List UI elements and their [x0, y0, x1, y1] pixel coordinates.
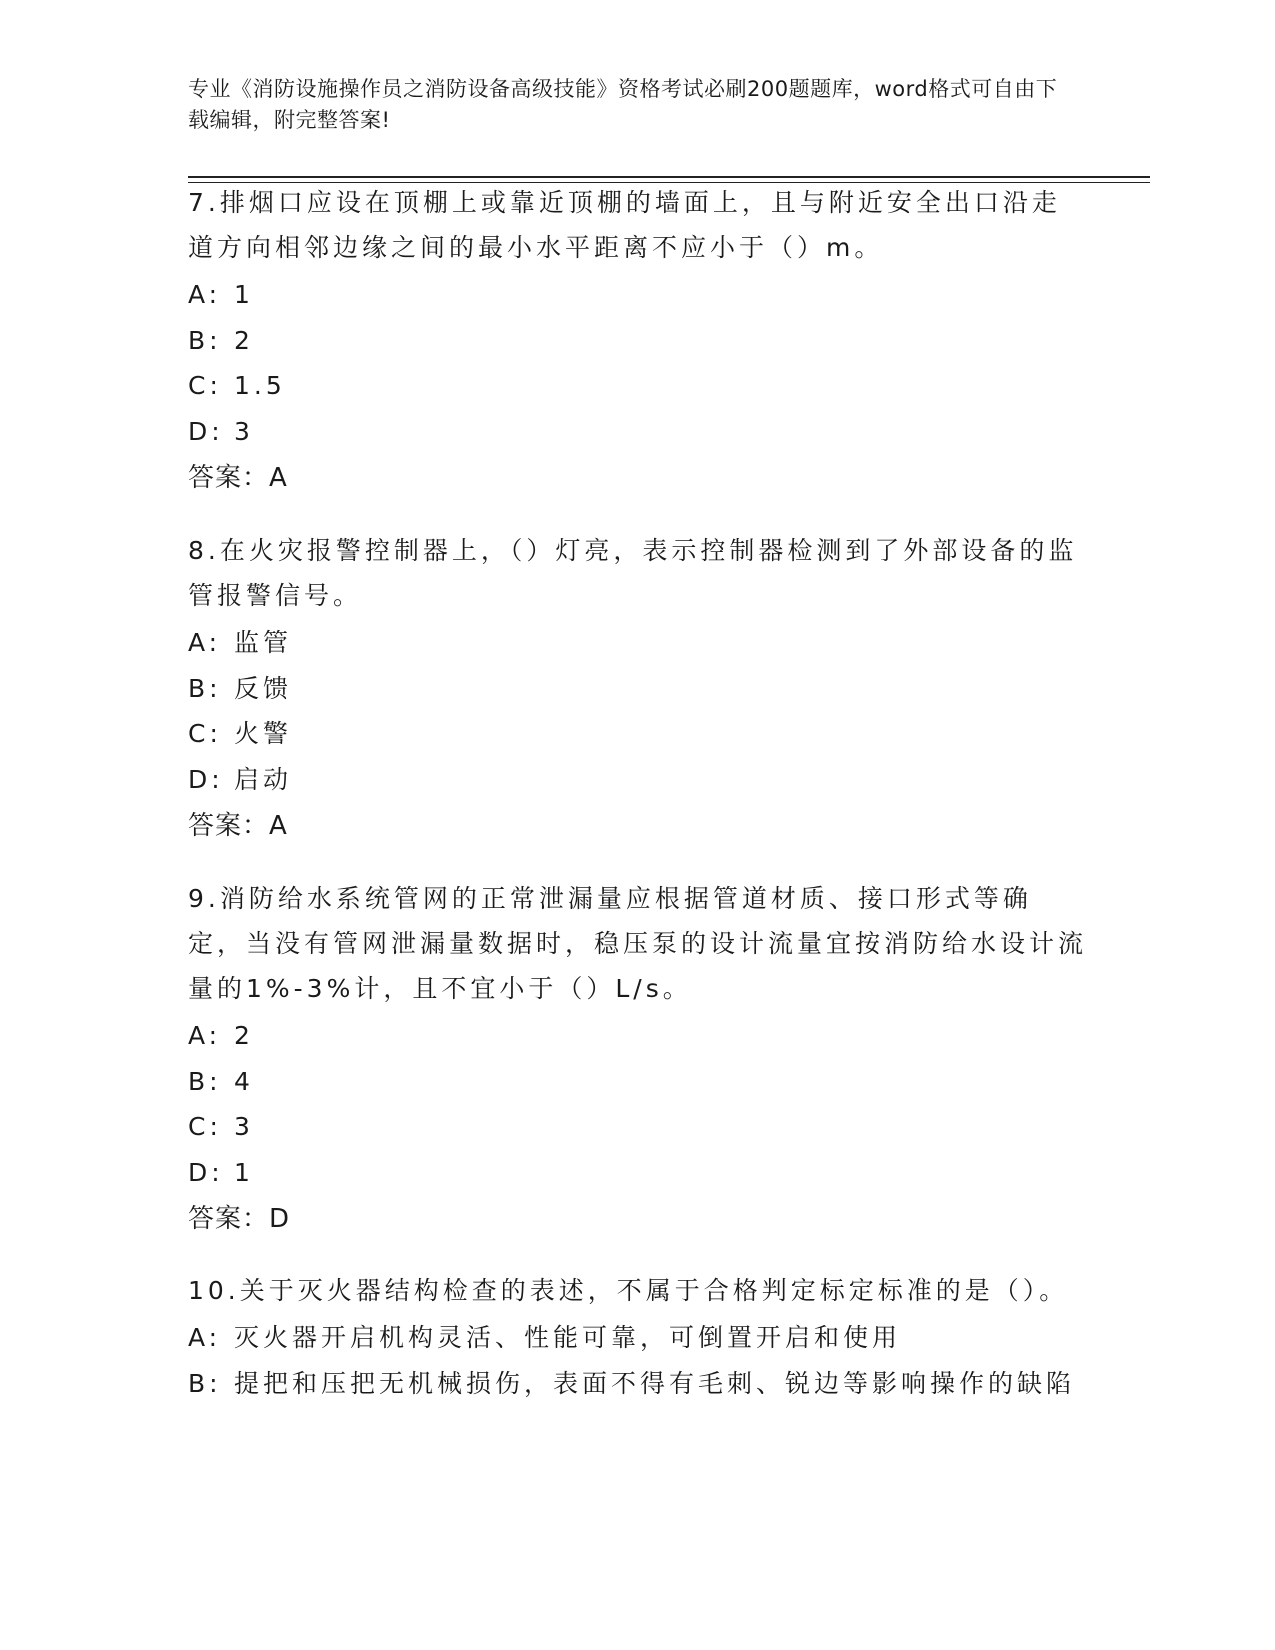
option-b	[188, 318, 1088, 364]
option-letter: A:	[188, 628, 222, 657]
question-8	[188, 528, 1088, 849]
answer-line	[188, 1197, 1088, 1242]
option-d	[188, 757, 1088, 803]
option-text: 1	[234, 280, 254, 309]
option-d	[188, 1150, 1088, 1196]
option-d	[188, 409, 1088, 455]
answer-label: 答案：	[188, 811, 270, 841]
option-letter: A:	[188, 280, 222, 309]
question-stem: 7.排烟口应设在顶棚上或靠近顶棚的墙面上，且与附近安全出口沿走道方向相邻边缘之间的最小水平距离不应小于（）m。	[188, 188, 1061, 262]
option-letter: B:	[188, 673, 222, 703]
answer-value: A	[269, 463, 288, 493]
question-7	[188, 180, 1088, 501]
option-letter: B:	[188, 1368, 222, 1398]
answer-value: D	[269, 1204, 291, 1234]
option-text: 灭火器开启机构灵活、性能可靠，可倒置开启和使用	[234, 1323, 902, 1352]
option-text: 3	[234, 1112, 254, 1141]
option-letter: C:	[188, 371, 222, 400]
header-divider-thick	[188, 176, 1150, 178]
document-header: 专业《消防设施操作员之消防设备高级技能》资格考试必刷200题题库，word格式可自由下载编辑，附完整答案!	[188, 77, 1058, 132]
question-stem: 10.关于灭火器结构检查的表述，不属于合格判定标定标准的是（）。	[188, 1276, 1069, 1305]
option-letter: C:	[188, 1112, 222, 1141]
option-a	[188, 1013, 1088, 1059]
option-b	[188, 1361, 1088, 1407]
option-letter: D:	[188, 764, 224, 794]
option-text: 启动	[234, 764, 293, 794]
option-text: 2	[234, 325, 254, 355]
answer-line	[188, 804, 1088, 849]
option-b	[188, 666, 1088, 712]
option-text: 2	[234, 1021, 254, 1050]
answer-value: A	[269, 811, 288, 841]
option-a	[188, 1315, 1088, 1361]
option-text: 1.5	[234, 371, 286, 400]
question-stem: 8.在火灾报警控制器上，（）灯亮，表示控制器检测到了外部设备的监管报警信号。	[188, 536, 1078, 610]
option-c	[188, 1104, 1088, 1150]
option-text: 1	[234, 1157, 254, 1187]
option-text: 监管	[234, 628, 293, 657]
question-stem: 9.消防给水系统管网的正常泄漏量应根据管道材质、接口形式等确定，当没有管网泄漏量数据时，稳压泵的设计流量宜按消防给水设计流量的1%-3%计，且不宜小于（）L/s。	[188, 884, 1088, 1003]
option-letter: A:	[188, 1323, 222, 1352]
option-a	[188, 620, 1088, 666]
option-text: 火警	[234, 719, 293, 748]
option-letter: D:	[188, 1157, 224, 1187]
question-9	[188, 876, 1088, 1242]
option-a	[188, 272, 1088, 318]
answer-label: 答案：	[188, 1204, 270, 1234]
option-letter: B:	[188, 325, 222, 355]
question-10	[188, 1268, 1088, 1406]
option-text: 3	[234, 416, 254, 446]
option-b	[188, 1059, 1088, 1105]
option-text: 4	[234, 1066, 254, 1096]
option-text: 反馈	[234, 673, 293, 703]
option-text: 提把和压把无机械损伤，表面不得有毛刺、锐边等影响操作的缺陷	[234, 1368, 1076, 1398]
option-letter: D:	[188, 416, 224, 446]
option-letter: B:	[188, 1066, 222, 1096]
option-letter: C:	[188, 719, 222, 748]
answer-label: 答案：	[188, 463, 270, 493]
option-letter: A:	[188, 1021, 222, 1050]
option-c	[188, 363, 1088, 409]
answer-line	[188, 456, 1088, 501]
option-c	[188, 711, 1088, 757]
